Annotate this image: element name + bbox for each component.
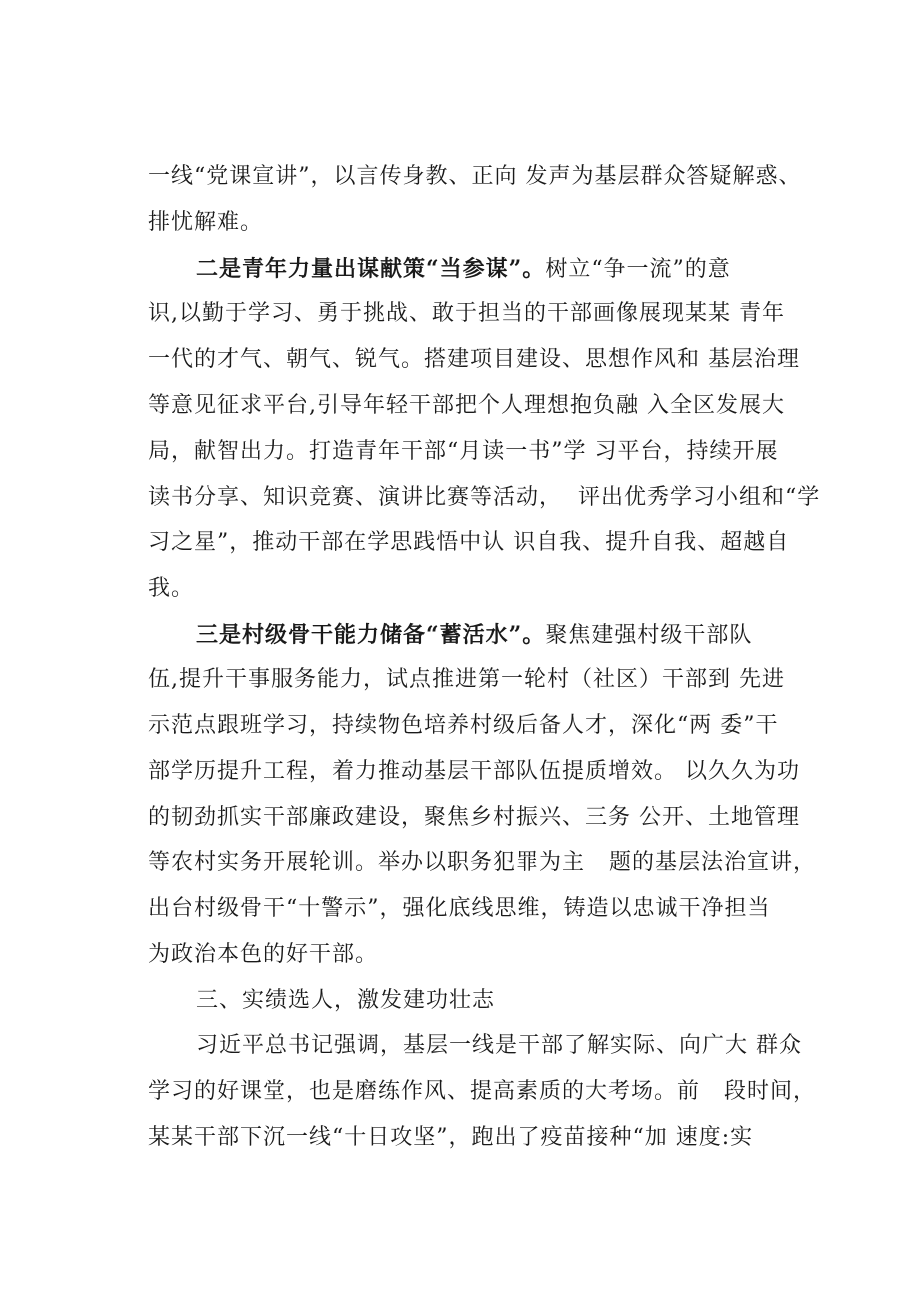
section-lead-text: 聚焦建强村级干部队 (545, 623, 753, 648)
paragraph-line: 读书分享、知识竞赛、演讲比赛等活动， 评出优秀学习小组和“学 (148, 485, 821, 510)
paragraph-line: 为政治本色的好干部。 (148, 942, 379, 967)
paragraph-line: 某某干部下沉一线“十日攻坚”，跑出了疫苗接种“加 速度:实 (148, 1125, 754, 1150)
paragraph-line: 示范点跟班学习，持续物色培养村级后备人才，深化“两 委”干 (148, 713, 779, 738)
section-heading: 三、实绩选人，激发建功壮志 (196, 988, 496, 1013)
paragraph-line: 的韧劲抓实干部廉政建设，聚焦乡村振兴、三务 公开、土地管理 (148, 805, 800, 830)
section-lead-title: 二是青年力量出谋献策“当参谋”。 (196, 256, 546, 282)
paragraph-line: 排忧解难。 (148, 210, 264, 235)
paragraph-line: 一代的才气、朝气、锐气。搭建项目建设、思想作风和 基层治理 (148, 347, 800, 372)
section-lead-line (196, 620, 856, 650)
paragraph-line: 学习的好课堂，也是磨练作风、提高素质的大考场。前 段时间， (148, 1079, 816, 1104)
paragraph-line: 部学历提升工程，着力推动基层干部队伍提质增效。 以久久为功 (148, 759, 800, 784)
paragraph-line: 局，献智出力。打造青年干部“月读一书”学 习平台，持续开展 (148, 439, 779, 464)
paragraph-line: 出台村级骨干“十警示”，强化底线思维，铸造以忠诚干净担当 (148, 896, 771, 921)
paragraph-line: 习之星”，推动干部在学思践悟中认 识自我、提升自我、超越自 (148, 530, 790, 555)
paragraph-line: 伍,提升干事服务能力，试点推进第一轮村（社区）干部到 先进 (148, 667, 785, 692)
section-lead-text: 树立“争一流”的意 (545, 257, 731, 282)
paragraph-line: 等农村实务开展轮训。举办以职务犯罪为主 题的基层法治宣讲， (148, 850, 816, 875)
section-lead-line (196, 254, 856, 284)
paragraph-line: 我。 (148, 576, 195, 601)
paragraph-line: 等意见征求平台,引导年轻干部把个人理想抱负融 入全区发展大 (148, 393, 785, 418)
paragraph-line: 一线“党课宣讲”，以言传身教、正向 发声为基层群众答疑解惑、 (148, 164, 802, 189)
section-lead-title: 三是村级骨干能力储备“蓄活水”。 (196, 622, 546, 648)
paragraph-line: 习近平总书记强调，基层一线是干部了解实际、向广大 群众 (196, 1033, 802, 1058)
paragraph-line: 识,以勤于学习、勇于挑战、敢于担当的干部画像展现某某 青年 (148, 301, 785, 326)
